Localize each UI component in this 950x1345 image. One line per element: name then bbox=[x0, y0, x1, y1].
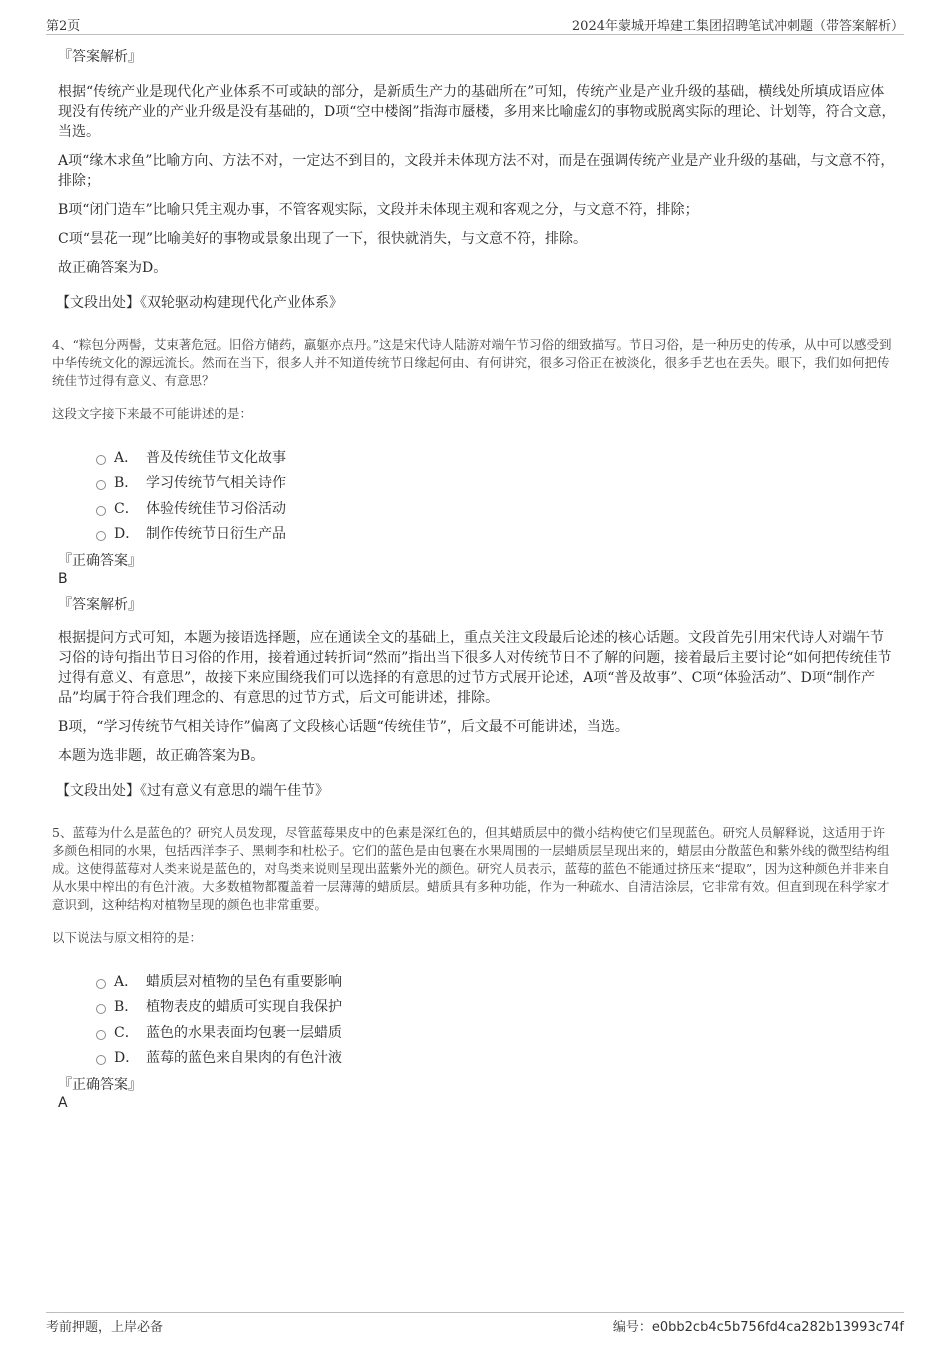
option-text: 植物表皮的蜡质可实现自我保护 bbox=[146, 999, 342, 1016]
correct-answer: B bbox=[58, 571, 68, 587]
document-id-value: e0bb2cb4c5b756fd4ca282b13993c74f bbox=[651, 1320, 904, 1335]
analysis-label: 『答案解析』 bbox=[58, 49, 142, 65]
option-b[interactable] bbox=[96, 470, 896, 496]
option-letter: C． bbox=[114, 1024, 139, 1041]
prev-question-analysis bbox=[56, 46, 896, 312]
radio-icon[interactable] bbox=[96, 480, 106, 490]
option-list bbox=[96, 968, 896, 1070]
option-letter: D． bbox=[114, 526, 140, 543]
correct-answer-label: 『正确答案』 bbox=[58, 1077, 142, 1093]
option-d[interactable] bbox=[96, 1045, 896, 1071]
option-list bbox=[96, 444, 896, 546]
option-letter: B． bbox=[114, 999, 139, 1016]
option-text: 学习传统节气相关诗作 bbox=[146, 475, 286, 492]
footer-slogan: 考前押题，上岸必备 bbox=[46, 1320, 164, 1335]
option-letter: B． bbox=[114, 475, 139, 492]
option-text: 普及传统佳节文化故事 bbox=[146, 449, 286, 466]
question-5 bbox=[52, 824, 896, 1111]
correct-answer: A bbox=[58, 1095, 68, 1111]
question-text: 4、“粽包分两髻，艾束著危冠。旧俗方储药，羸躯亦点丹。”这是宋代诗人陆游对端午节习俗的细致描写。节日习俗，是一种历史的传承，从中可以感受到中华传统文化的源远流长。然而在当下，很多人并不知道传统节日缘起何由、有何讲究，很多习俗正在被淡化，很多手艺也在丢失。眼下，我们如何把传统佳节过得有意义、有意思？ bbox=[52, 337, 892, 388]
question-prompt: 这段文字接下来最不可能讲述的是： bbox=[52, 406, 253, 421]
text-source: 【文段出处】《双轮驱动构建现代化产业体系》 bbox=[56, 295, 343, 311]
analysis-paragraph: 故正确答案为D。 bbox=[58, 260, 168, 276]
radio-icon[interactable] bbox=[96, 506, 106, 516]
document-id-label: 编号： bbox=[612, 1320, 652, 1335]
option-letter: D． bbox=[114, 1050, 140, 1067]
analysis-paragraph: C项“昙花一现”比喻美好的事物或景象出现了一下，很快就消失，与文意不符，排除。 bbox=[58, 231, 588, 247]
option-letter: A． bbox=[114, 449, 139, 466]
question-4 bbox=[52, 336, 896, 800]
page-footer bbox=[46, 1312, 904, 1335]
radio-icon[interactable] bbox=[96, 531, 106, 541]
option-text: 体验传统佳节习俗活动 bbox=[146, 500, 286, 517]
question-prompt: 以下说法与原文相符的是： bbox=[52, 930, 203, 945]
option-text: 制作传统节日衍生产品 bbox=[146, 526, 286, 543]
option-a[interactable] bbox=[96, 968, 896, 994]
option-a[interactable] bbox=[96, 444, 896, 470]
analysis-paragraph: 根据提问方式可知，本题为接语选择题，应在通读全文的基础上，重点关注文段最后论述的核心话题。文段首先引用宋代诗人对端午节习俗的诗句指出节日习俗的作用，接着通过转折词“然而”指出当下很多人对传统节日不了解的问题，接着最后主要讨论“如何把传统佳节过得有意义、有意思”，故接下来应围绕我们可以选择的有意思的过节方式展开论述，A项“普及故事”、C项“体验活动”、D项“制作产品”均属于符合我们理念的、有意思的过节方式，后文可能讲述，排除。 bbox=[58, 630, 892, 706]
option-c[interactable] bbox=[96, 1019, 896, 1045]
option-text: 蓝莓的蓝色来自果肉的有色汁液 bbox=[146, 1050, 342, 1067]
page-number: 第2页 bbox=[46, 19, 81, 34]
document-title: 2024年蒙城开埠建工集团招聘笔试冲刺题（带答案解析） bbox=[571, 19, 904, 34]
radio-icon[interactable] bbox=[96, 979, 106, 989]
option-c[interactable] bbox=[96, 495, 896, 521]
page-header bbox=[46, 14, 904, 35]
text-source: 【文段出处】《过有意义有意思的端午佳节》 bbox=[56, 783, 329, 799]
analysis-label: 『答案解析』 bbox=[58, 597, 142, 613]
page-content bbox=[52, 46, 896, 1118]
radio-icon[interactable] bbox=[96, 1004, 106, 1014]
analysis-paragraph: A项“缘木求鱼”比喻方向、方法不对，一定达不到目的，文段并未体现方法不对，而是在强调传统产业是产业升级的基础，与文意不符，排除； bbox=[58, 153, 895, 189]
option-letter: A． bbox=[114, 973, 139, 990]
option-b[interactable] bbox=[96, 994, 896, 1020]
radio-icon[interactable] bbox=[96, 1055, 106, 1065]
option-d[interactable] bbox=[96, 521, 896, 547]
radio-icon[interactable] bbox=[96, 1030, 106, 1040]
document-id bbox=[613, 1316, 904, 1335]
question-text: 5、蓝莓为什么是蓝色的？研究人员发现，尽管蓝莓果皮中的色素是深红色的，但其蜡质层中的微小结构使它们呈现蓝色。研究人员解释说，这适用于许多颜色相同的水果，包括西洋李子、黑刺李和杜松子。它们的蓝色是由包裹在水果周围的一层蜡质层呈现出来的，蜡层由分散蓝色和紫外线的微型结构组成。这使得蓝莓对人类来说是蓝色的，对鸟类来说则呈现出蓝紫外光的颜色。研究人员表示，蓝莓的蓝色不能通过挤压来“提取”，因为这种颜色并非来自从水果中榨出的有色汁液。大多数植物都覆盖着一层薄薄的蜡质层。蜡质具有多种功能，作为一种疏水、自清洁涂层，它非常有效。但直到现在科学家才意识到，这种结构对植物呈现的颜色也非常重要。 bbox=[52, 825, 890, 912]
analysis-paragraph: B项，“学习传统节气相关诗作”偏离了文段核心话题“传统佳节”，后文最不可能讲述，当选。 bbox=[58, 719, 629, 735]
option-text: 蜡质层对植物的呈色有重要影响 bbox=[146, 973, 342, 990]
analysis-paragraph: B项“闭门造车”比喻只凭主观办事，不管客观实际，文段并未体现主观和客观之分，与文意不符，排除； bbox=[58, 202, 699, 218]
option-letter: C． bbox=[114, 500, 139, 517]
option-text: 蓝色的水果表面均包裹一层蜡质 bbox=[146, 1024, 342, 1041]
radio-icon[interactable] bbox=[96, 455, 106, 465]
analysis-paragraph: 根据“传统产业是现代化产业体系不可或缺的部分，是新质生产力的基础所在”可知，传统产业是产业升级的基础，横线处所填成语应体现没有传统产业的产业升级是没有基础的，D项“空中楼阁”指海市蜃楼，多用来比喻虚幻的事物或脱离实际的理论、计划等，符合文意，当选。 bbox=[58, 84, 896, 140]
correct-answer-label: 『正确答案』 bbox=[58, 553, 142, 569]
analysis-paragraph: 本题为选非题，故正确答案为B。 bbox=[58, 748, 265, 764]
